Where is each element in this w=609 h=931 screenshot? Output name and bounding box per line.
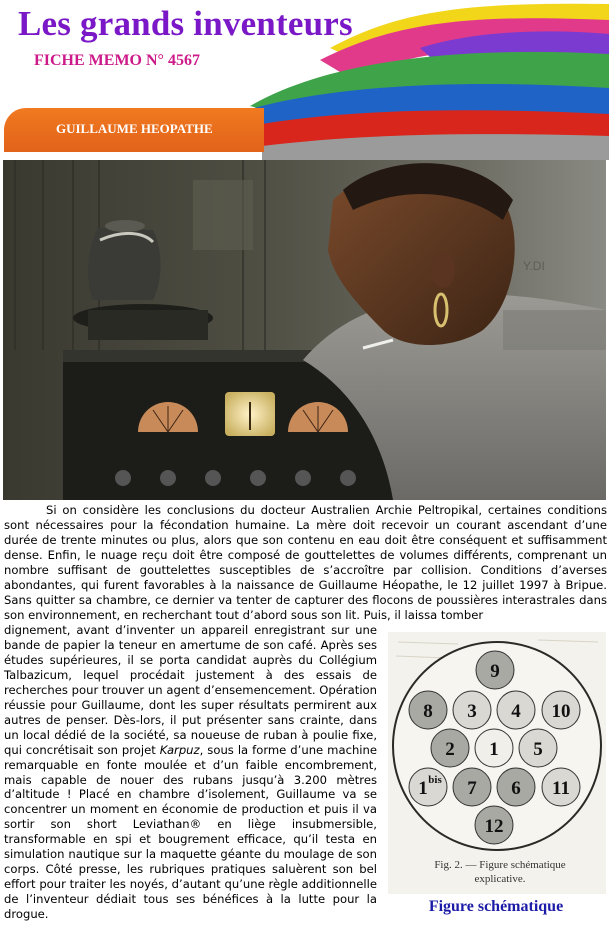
circle-label-bis: bis	[428, 774, 442, 786]
fiche-number: FICHE MEMO N° 4567	[34, 52, 200, 69]
article-paragraph-top: Si on considère les conclusions du docteur Australien Archie Peltropikal, certaines conditions sont nécessaires pour la fécondation humaine. La mère doit recevoir un courant ascendant d’une durée de trente minutes ou plus, alors que son contenu en eau doit être conséquent et suffisamment dense. Enfin, le nuage reçu doit être composé de gouttelettes de volumes différents, comprenant un nombre suffisant de gouttelettes susceptibles de s’accroître par collision. Conditions d’averses abondantes, qui furent favorables à la naissance de Guillaume Héopathe, le 12 juillet 1997 à Bripue. Sans quitter sa chambre, ce dernier va tenter de capturer des flocons de poussières interastrales dans son environnement, en recherchant tout d’abord sous son lit. Puis, il laissa tomber	[4, 503, 607, 622]
circle-label-8: 8	[423, 701, 433, 722]
circle-label-1b: 1	[418, 778, 428, 799]
schematic-diagram	[388, 632, 606, 894]
circle-label-12: 12	[484, 816, 504, 837]
circle-label-10: 10	[551, 701, 571, 722]
page-title: Les grands inventeurs	[18, 4, 353, 43]
article-lower	[4, 623, 377, 922]
photo-scene-icon	[3, 160, 606, 500]
svg-text:Y.DI: Y.DI	[523, 259, 545, 273]
inventor-photo	[3, 160, 606, 500]
project-name: Karpuz	[159, 742, 200, 757]
circle-label-4: 4	[511, 701, 521, 722]
header	[0, 0, 609, 160]
circle-label-1: 1	[489, 739, 499, 760]
circle-label-2: 2	[445, 739, 455, 760]
circle-label-7: 7	[467, 778, 477, 799]
article-lower-part-a: dignement, avant d’inventer un appareil enregistrant sur une bande de papier la teneur en amertume de son café. Après ses études supérieures, il se porta candidat auprès du Collégium Talbazicum, lequel procédait justement à des essais de recherches pour trouver un agent d’ensemencement. Opération réussie pour Guillaume, dont les super résultats permirent aux autres de penser. Dès-lors, il put présenter sans crainte, dans un local dédié de la société, sa noueuse de ruban à poulie fixe, qui concrétisait son projet	[4, 623, 377, 757]
circle-label-11: 11	[552, 778, 570, 799]
article-paragraph-lower	[4, 623, 377, 922]
circle-label-9: 9	[490, 661, 500, 682]
figure-label: Figure schématique	[428, 898, 564, 915]
circle-label-3: 3	[467, 701, 477, 722]
author-name: GUILLAUME HEOPATHE	[56, 121, 213, 136]
article-lower-part-b: , sous la forme d’une machine remarquable en fonte moulée et d’un faible encombrement, mais capable de nouer des rubans jusqu’à 3.200 mètres d’altitude ! Placé en chambre d’isolement, Guillaume va se concentrer un moment en économie de production et puis il va sortir son short Leviathan® en liège insubmersible, transformable en spi et bougrement efficace, qu’il testa en simulation nautique sur la maquette géante du moulage de son corps. Côté presse, les rubriques pratiques saluèrent son bel effort pour traiter les noyés, d’autant qu’une règle additionnelle de l’inventeur dédiait tous ses bénéfices à la lutte pour la drogue.	[4, 742, 377, 922]
article-top	[4, 503, 607, 623]
circle-label-5: 5	[533, 739, 543, 760]
figure-caption-line1: Fig. 2. — Figure schématique	[434, 859, 566, 871]
figure-caption-line2: explicative.	[474, 873, 526, 885]
schematic-figure	[388, 632, 606, 894]
circle-label-6: 6	[511, 778, 521, 799]
